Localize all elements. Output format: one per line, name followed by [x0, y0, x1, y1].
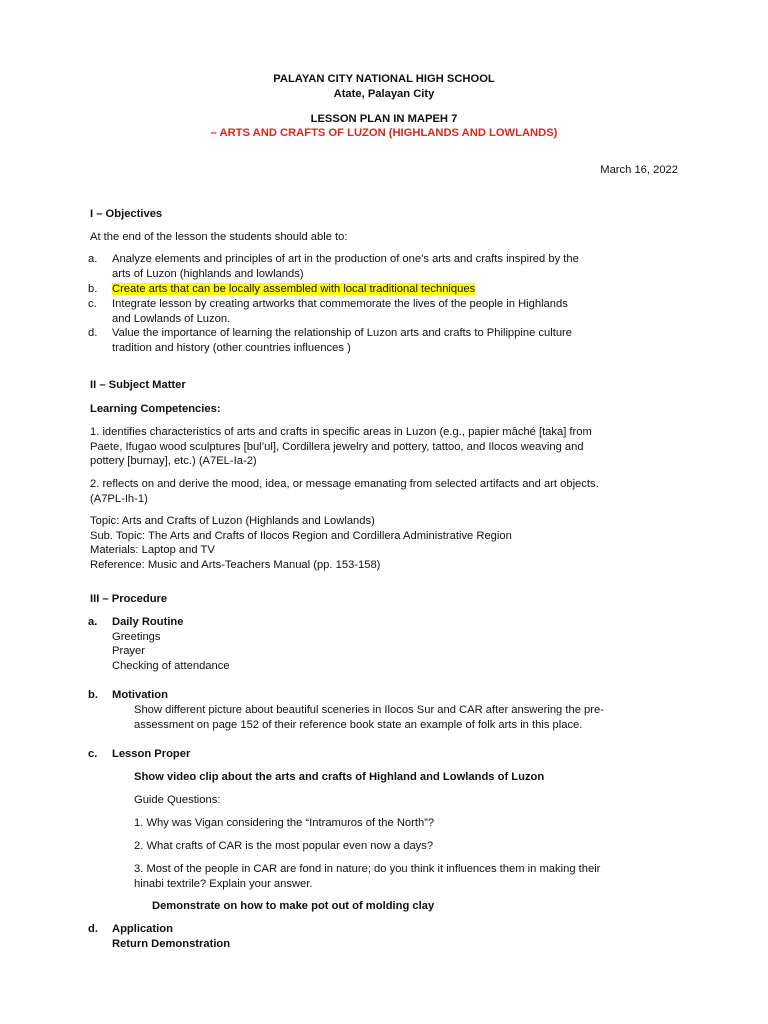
list-marker: d.	[88, 923, 98, 935]
guide-question-3	[134, 862, 694, 891]
learning-competencies-heading: Learning Competencies:	[90, 403, 221, 415]
objective-item-a	[88, 252, 672, 281]
topic-line: Topic: Arts and Crafts of Luzon (Highlands and Lowlands)	[90, 515, 375, 527]
question-line: hinabi textrile? Explain your answer.	[134, 877, 313, 890]
lesson-proper-title: Lesson Proper	[112, 748, 191, 760]
school-address: Atate, Palayan City	[333, 88, 435, 100]
objective-text-line: and Lowlands of Luzon.	[112, 312, 231, 325]
procedure-item-a	[88, 615, 672, 673]
motivation-title: Motivation	[112, 689, 168, 701]
competency-line: 2. reflects on and derive the mood, idea, or message emanating from selected artifacts and art objects.	[90, 478, 599, 490]
subject-matter-heading: II – Subject Matter	[90, 379, 186, 391]
competency-2	[90, 477, 680, 506]
competency-1	[90, 425, 680, 469]
objective-text-line: tradition and history (other countries influences )	[112, 341, 351, 354]
objectives-intro: At the end of the lesson the students should able to:	[90, 231, 348, 243]
guide-question-1: 1. Why was Vigan considering the “Intramuros of the North”?	[134, 817, 435, 829]
motivation-line: Show different picture about beautiful sceneries in Ilocos Sur and CAR after answering the pre-	[134, 704, 604, 716]
competency-line: (A7PL-Ih-1)	[90, 492, 148, 505]
list-marker: b.	[88, 283, 98, 295]
objective-text-line: Integrate lesson by creating artworks that commemorate the lives of the people in Highlands	[112, 298, 568, 310]
objective-text-line: Analyze elements and principles of art in the production of one’s arts and crafts inspired by the	[112, 253, 579, 265]
procedure-item-c	[88, 747, 672, 762]
competency-line: pottery [burnay], etc.) (A7EL-Ia-2)	[90, 455, 257, 468]
routine-line: Prayer	[112, 645, 145, 658]
demonstration-instruction: Demonstrate on how to make pot out of molding clay	[152, 900, 435, 912]
objectives-heading: I – Objectives	[90, 208, 163, 220]
procedure-heading: III – Procedure	[90, 593, 168, 605]
list-marker: a.	[88, 616, 98, 628]
school-name: PALAYAN CITY NATIONAL HIGH SCHOOL	[273, 73, 495, 85]
return-demonstration: Return Demonstration	[112, 937, 231, 950]
competency-line: Paete, Ifugao wood sculptures [bul’ul], Cordillera jewelry and pottery, tattoo, and Ilocos weaving and	[90, 440, 584, 453]
list-marker: b.	[88, 689, 98, 701]
question-line: 3. Most of the people in CAR are fond in nature; do you think it influences them in making their	[134, 863, 601, 875]
guide-questions-heading: Guide Questions:	[134, 794, 221, 806]
subject-details	[90, 514, 680, 572]
list-marker: c.	[88, 298, 97, 310]
highlighted-objective-text: Create arts that can be locally assembled with local traditional techniques	[112, 283, 476, 295]
materials-line: Materials: Laptop and TV	[90, 544, 215, 557]
motivation-text	[134, 703, 694, 732]
video-instruction: Show video clip about the arts and crafts of Highland and Lowlands of Luzon	[134, 771, 545, 783]
application-title: Application	[112, 923, 173, 935]
lesson-date: March 16, 2022	[600, 164, 678, 176]
list-marker: d.	[88, 327, 98, 339]
motivation-line: assessment on page 152 of their reference book state an example of folk arts in this place.	[134, 718, 583, 731]
procedure-item-b	[88, 688, 672, 703]
list-marker: c.	[88, 748, 98, 760]
sub-topic-line: Sub. Topic: The Arts and Crafts of Ilocos Region and Cordillera Administrative Region	[90, 529, 512, 542]
daily-routine-title: Daily Routine	[112, 616, 184, 628]
routine-line: Greetings	[112, 630, 161, 643]
procedure-item-d	[88, 922, 672, 951]
lesson-plan-title: LESSON PLAN IN MAPEH 7	[310, 113, 458, 125]
objective-item-c	[88, 297, 672, 326]
list-marker: a.	[88, 253, 98, 265]
competency-line: 1. identifies characteristics of arts and crafts in specific areas in Luzon (e.g., papier mâché [taka] from	[90, 426, 592, 438]
guide-question-2: 2. What crafts of CAR is the most popular even now a days?	[134, 840, 434, 852]
objective-item-d	[88, 326, 672, 355]
routine-line: Checking of attendance	[112, 659, 230, 672]
lesson-topic-title: – ARTS AND CRAFTS OF LUZON (HIGHLANDS AND LOWLANDS)	[210, 127, 558, 139]
objective-text-line: arts of Luzon (highlands and lowlands)	[112, 267, 304, 280]
reference-line: Reference: Music and Arts-Teachers Manual (pp. 153-158)	[90, 558, 381, 571]
objective-text-line: Value the importance of learning the relationship of Luzon arts and crafts to Philippine culture	[112, 327, 572, 339]
objective-item-b	[88, 282, 672, 297]
